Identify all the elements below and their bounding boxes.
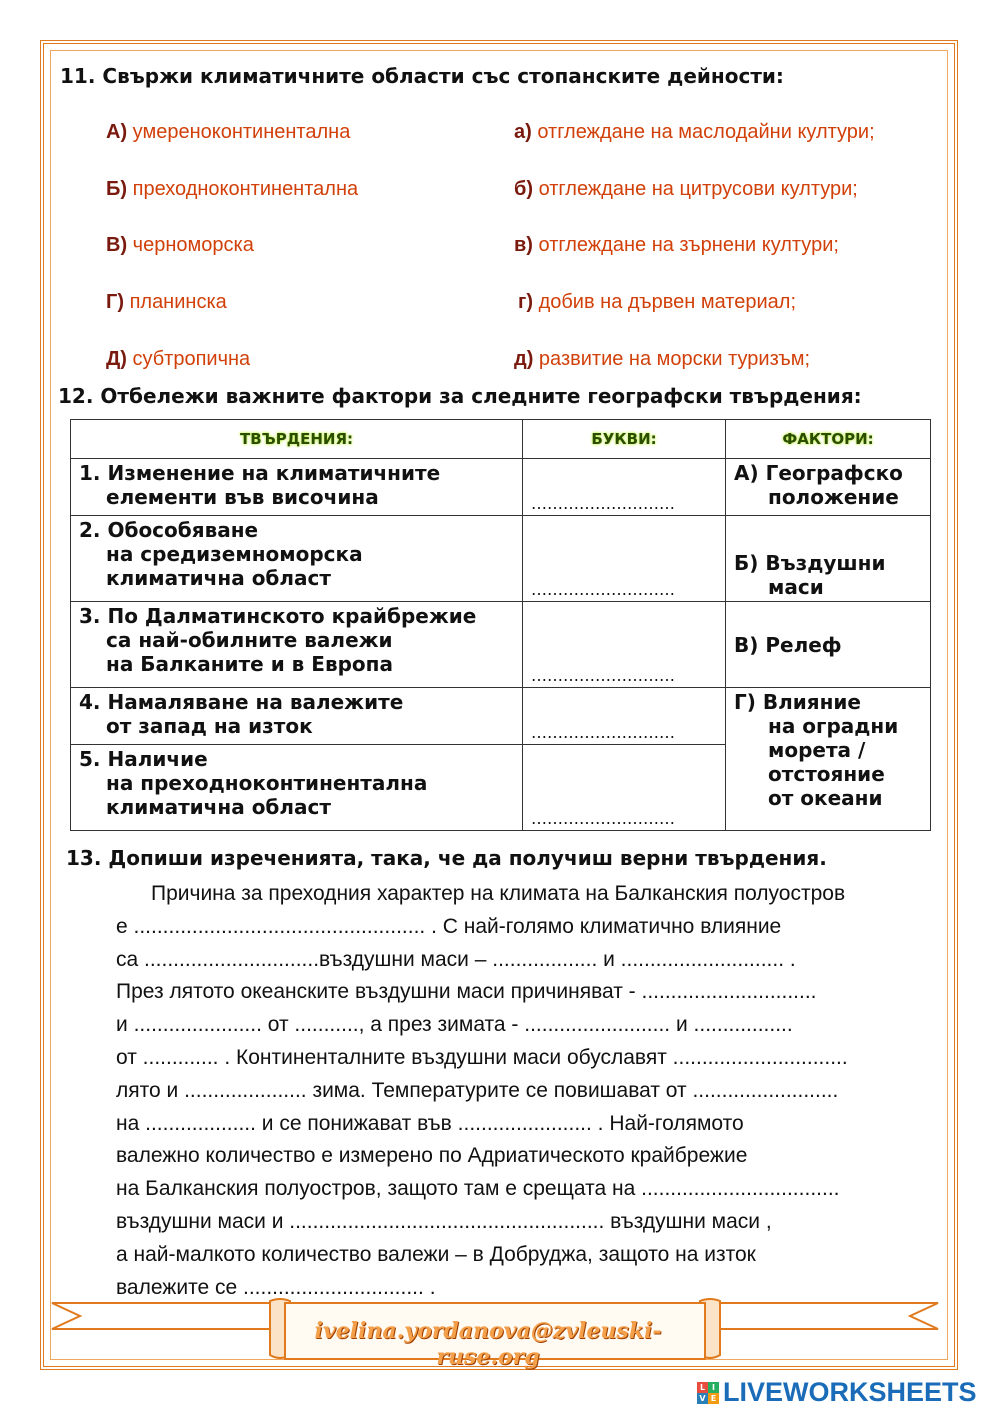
header-factors: ФАКТОРИ: [726,420,931,459]
brand-name: LIVEWORKSHEETS [723,1377,977,1407]
answer-blank[interactable]: ……………………… [531,494,675,513]
answer-blank[interactable]: ……………………… [531,580,675,599]
statement-line: са най-обилните валежи [106,628,393,652]
item-key: А) [106,121,128,143]
question-12-title: 12. Отбележи важните фактори за следните географски твърдения: [58,384,862,408]
factor-line: В) Релеф [734,632,842,657]
liveworksheets-icon [697,1382,719,1404]
paragraph-line[interactable]: През лятото океанските въздушни маси причиняват - .............................. [116,980,817,1004]
factor-line: от океани [768,786,883,810]
statement-cell [71,745,523,831]
item-key: а) [514,121,532,143]
answer-cell[interactable] [523,745,726,831]
statement-line: 2. Обособяване [79,518,259,542]
factor-line: морета / [768,738,866,762]
answer-cell[interactable] [523,459,726,516]
factor-cell [726,688,931,831]
factor-cell [726,459,931,516]
fill-in-paragraph[interactable] [116,878,946,1304]
table-row [71,459,931,516]
table-header-row [71,420,931,459]
match-left-item[interactable] [106,348,250,371]
match-right-item[interactable] [514,121,875,144]
match-right-item[interactable] [518,291,796,314]
logo-letter: L [697,1382,708,1393]
paragraph-line[interactable]: въздушни маси и ...................................................... въздушни маси , [116,1209,772,1233]
answer-blank[interactable]: ……………………… [531,666,675,685]
paragraph-line: а най-малкото количество валежи – в Добруджа, защото на изток [116,1242,756,1266]
author-email: ivelina.yordanova@zvleuski-ruse.org [314,1318,662,1370]
match-right-item[interactable] [514,234,839,257]
paragraph-line[interactable]: и ...................... от ..........., а през зимата - ......................... и ................. [116,1013,793,1037]
statement-line: от запад на изток [106,714,313,738]
paragraph-line[interactable]: са ..............................въздушни маси – .................. и ............................ . [116,947,796,971]
factor-line: на оградни [768,714,899,738]
statement-line: 3. По Далматинското крайбрежие [79,604,477,628]
paragraph-line[interactable]: валежите се ............................... . [116,1275,436,1299]
statement-line: климатична област [106,795,331,819]
liveworksheets-logo[interactable] [697,1377,977,1408]
match-left-item[interactable] [106,178,358,201]
factor-cell [726,602,931,688]
table-row [71,688,931,745]
logo-letter: V [697,1393,708,1404]
statement-line: на преходноконтинентална [106,771,428,795]
item-key: В) [106,234,128,256]
item-text: планинска [129,291,227,313]
logo-letter: E [708,1393,719,1404]
item-key: в) [514,234,533,256]
header-letters: БУКВИ: [523,420,726,459]
paragraph-line[interactable]: лято и ..................... зима. Температурите се повишават от ......................... [116,1078,839,1102]
statement-line: елементи във височина [106,485,379,509]
answer-blank[interactable]: ……………………… [531,809,675,828]
item-key: б) [514,178,534,200]
factor-line: маси [768,575,824,599]
item-key: д) [514,348,534,370]
question-13-title: 13. Допиши изреченията, така, че да получиш верни твърдения. [66,846,827,870]
answer-blank[interactable]: ……………………… [531,723,675,742]
match-left-item[interactable] [106,121,350,144]
item-text: черноморска [132,234,254,256]
logo-letter: I [708,1382,719,1393]
factor-line: положение [768,485,899,509]
statement-cell [71,516,523,602]
item-text: умереноконтинентална [132,121,351,143]
item-text: развитие на морски туризъм; [538,348,811,370]
table-row [71,516,931,602]
item-text: преходноконтинентална [132,178,359,200]
item-key: Г) [106,291,124,313]
factors-table [70,419,931,831]
statement-cell [71,602,523,688]
statement-cell [71,688,523,745]
paragraph-line: валежно количество е измерено по Адриатическото крайбрежие [116,1144,748,1168]
answer-cell[interactable] [523,602,726,688]
item-text: добив на дървен материал; [538,291,797,313]
paragraph-line[interactable]: на ................... и се понижават във ....................... . Най-голямото [116,1111,744,1135]
paragraph-line[interactable]: е .................................................. . С най-голямо климатично влияние [116,914,782,938]
statement-line: на средиземноморска [106,542,363,566]
header-statements: ТВЪРДЕНИЯ: [71,420,523,459]
factor-line: Г) Влияние [734,690,861,714]
item-text: отглеждане на цитрусови култури; [538,178,858,200]
factor-line: отстояние [768,762,885,786]
factor-line: А) Географско [734,461,903,485]
statement-line: 4. Намаляване на валежите [79,690,404,714]
item-text: субтропична [132,348,251,370]
item-key: Б) [106,178,128,200]
paragraph-line[interactable]: на Балканския полуостров, защото там е срещата на .................................. [116,1177,840,1201]
item-key: Д) [106,348,127,370]
statement-line: 1. Изменение на климатичните [79,461,441,485]
statement-cell [71,459,523,516]
match-left-item[interactable] [106,291,227,314]
statement-line: на Балканите и в Европа [106,652,393,676]
item-text: отглеждане на маслодайни култури; [537,121,875,143]
match-left-item[interactable] [106,234,254,257]
match-right-item[interactable] [514,178,858,201]
table-row [71,602,931,688]
factor-line: Б) Въздушни [734,551,886,575]
statement-line: климатична област [106,566,331,590]
answer-cell[interactable] [523,688,726,745]
item-text: отглеждане на зърнени култури; [538,234,839,256]
paragraph-line: Причина за преходния характер на климата на Балканския полуостров [116,882,846,905]
item-key: г) [518,291,533,313]
factor-cell [726,516,931,602]
statement-line: 5. Наличие [79,747,208,771]
question-11-title: 11. Свържи климатичните области със стопанските дейности: [60,64,784,88]
paragraph-line[interactable]: от ............. . Континенталните въздушни маси обуславят .............................. [116,1045,848,1069]
match-right-item[interactable] [514,348,810,371]
answer-cell[interactable] [523,516,726,602]
